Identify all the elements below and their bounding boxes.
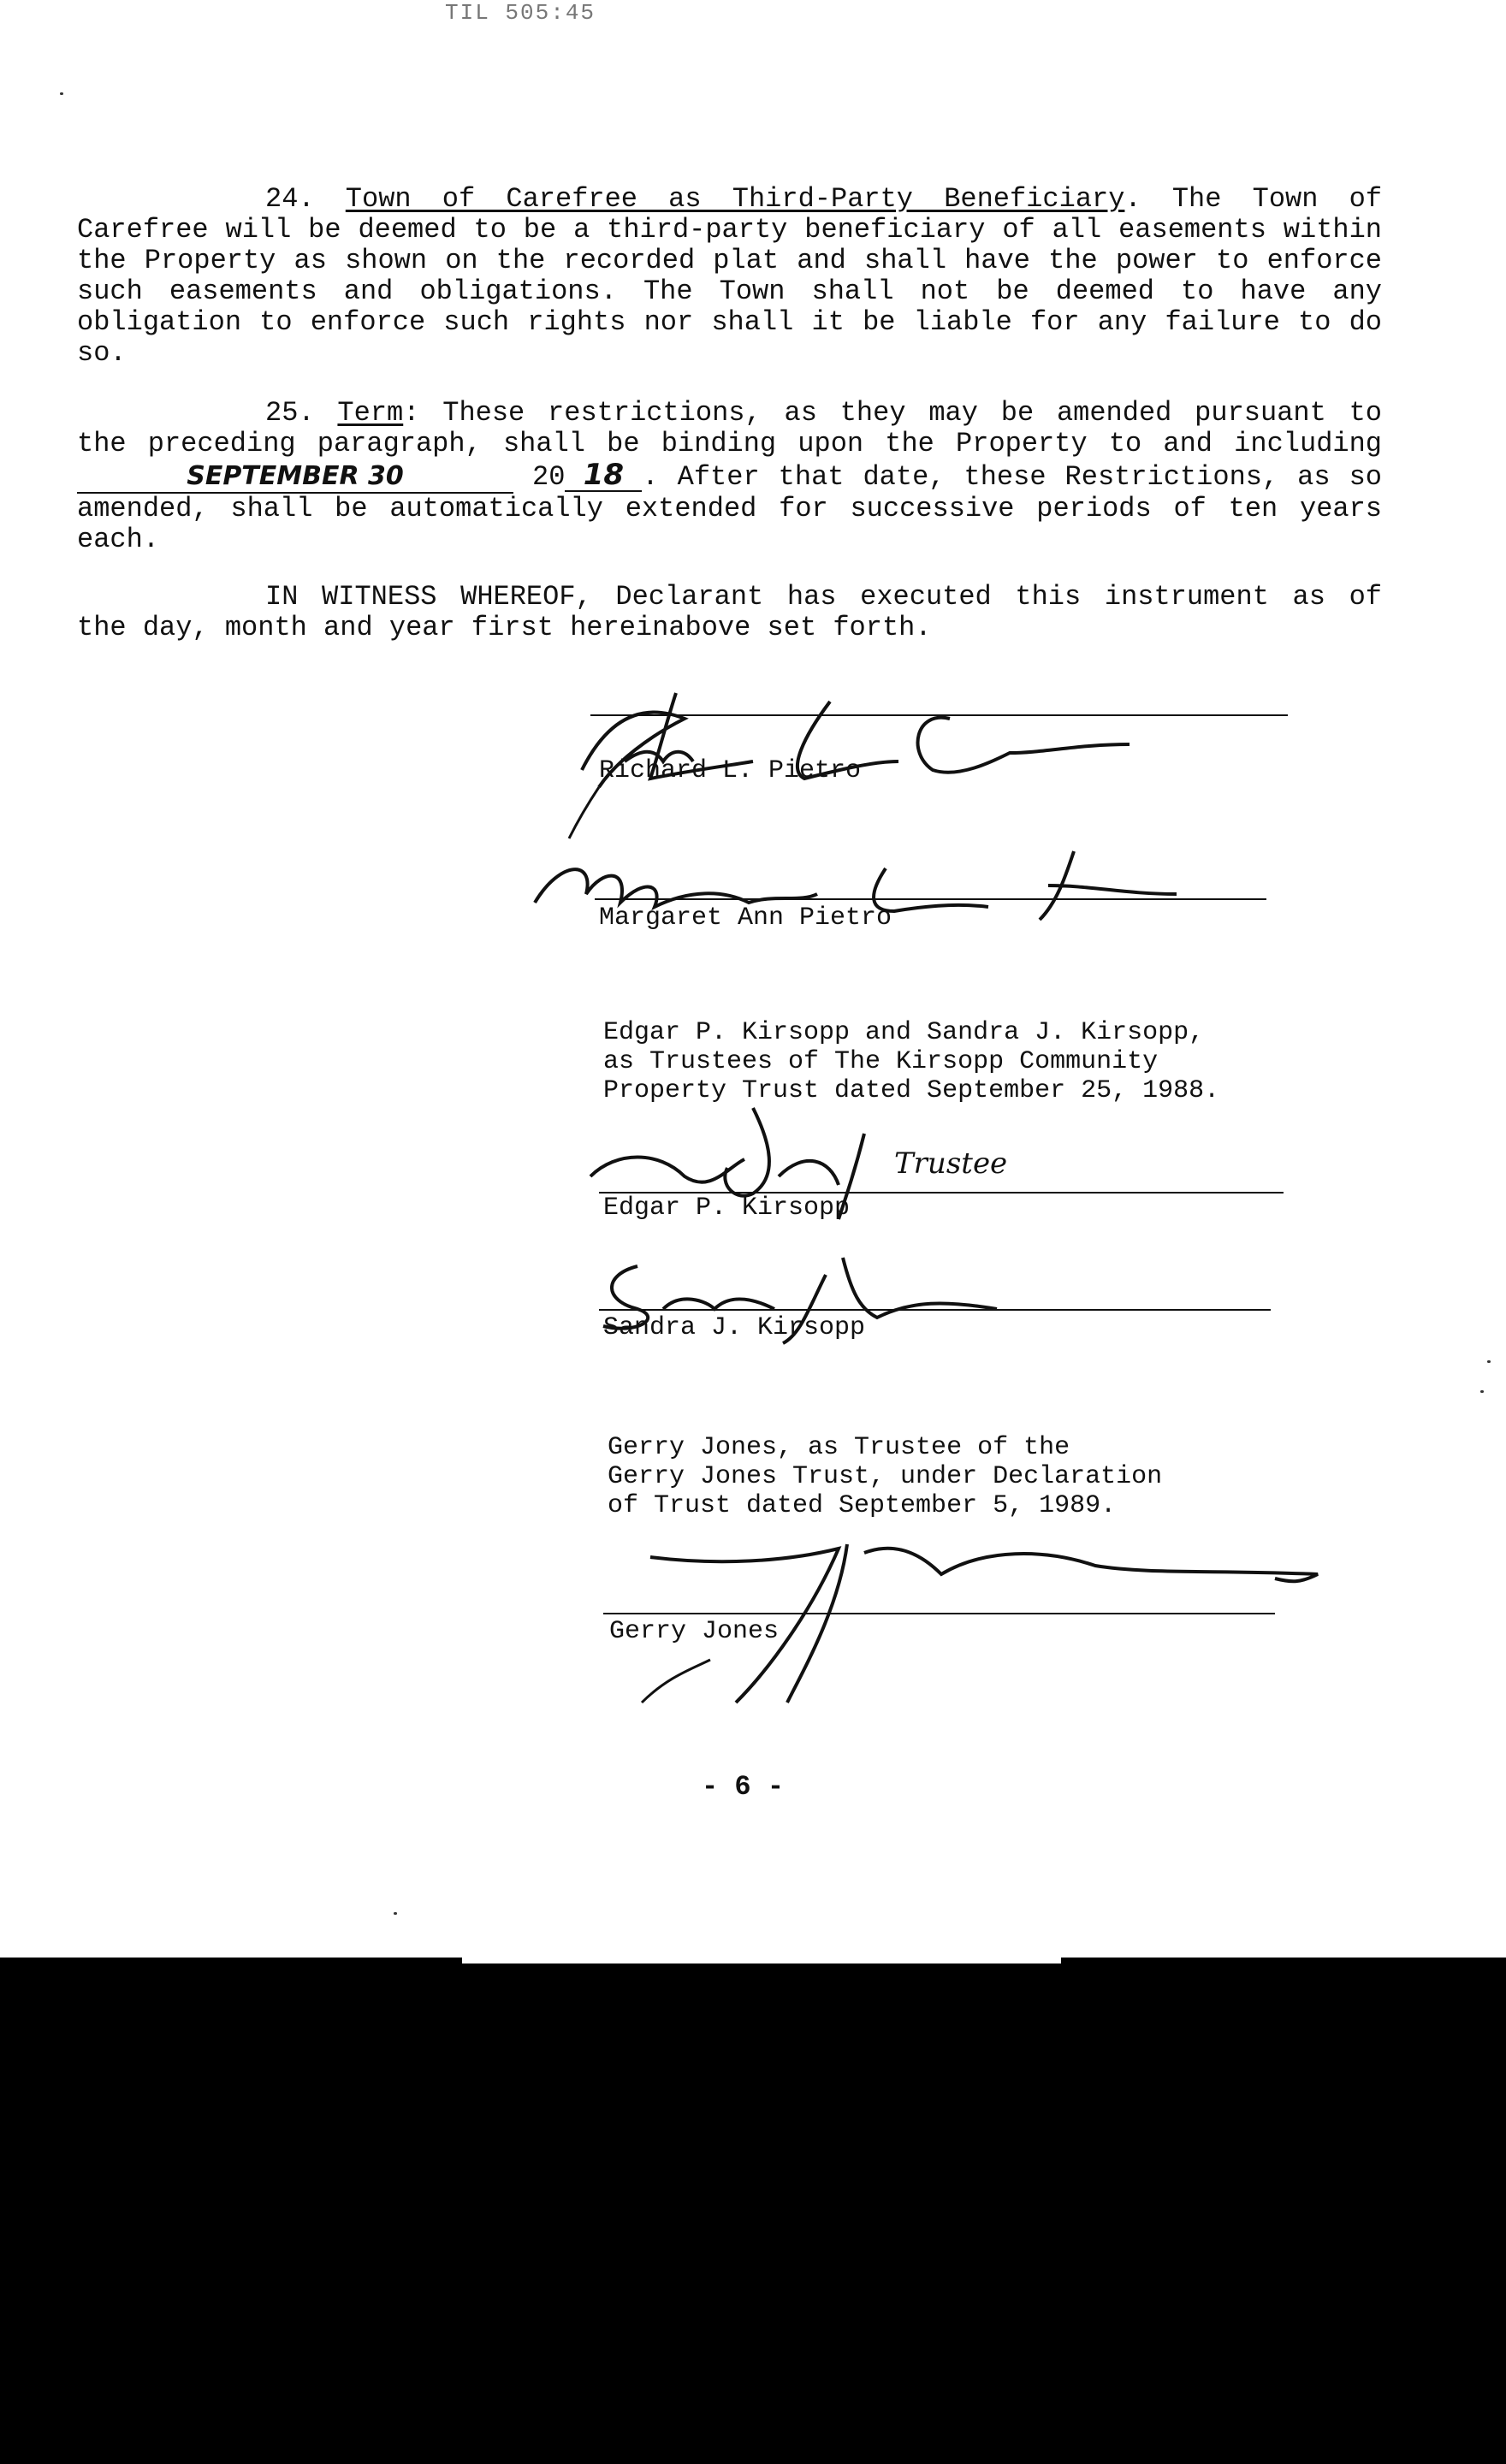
section-25-number: 25. <box>265 397 315 429</box>
gerry-signature-line <box>603 1613 1275 1614</box>
richard-signature-line <box>590 714 1288 716</box>
margaret-signature-line <box>595 898 1266 900</box>
margaret-name: Margaret Ann Pietro <box>599 903 892 933</box>
section-25-body-2: . After that date, these Restrictions, as so amended, shall be automatically extended for successive periods of ten years each. <box>77 461 1383 555</box>
richard-pietro-signature <box>548 667 1284 838</box>
jones-trust-line-1: Gerry Jones, as Trustee of the <box>608 1433 1070 1462</box>
term-date-field: SEPTEMBER 30 <box>77 461 513 494</box>
recording-stamp: TIL 505:45 <box>445 0 596 26</box>
kirsopp-trust-line-1: Edgar P. Kirsopp and Sandra J. Kirsopp, <box>603 1018 1205 1047</box>
sandra-name: Sandra J. Kirsopp <box>603 1313 866 1342</box>
kirsopp-trust-line-3: Property Trust dated September 25, 1988. <box>603 1076 1220 1105</box>
witness-text: IN WITNESS WHEREOF, Declarant has executed this instrument as of the day, month and year first hereinabove set forth. <box>77 581 1382 643</box>
gerry-name: Gerry Jones <box>609 1617 780 1646</box>
term-year-prefix: 20 <box>532 461 566 493</box>
page-number: - 6 - <box>702 1771 785 1803</box>
edgar-name: Edgar P. Kirsopp <box>603 1194 851 1223</box>
witness-paragraph <box>77 582 1382 643</box>
section-25-heading: Term <box>337 397 404 429</box>
scan-speck <box>1480 1390 1484 1393</box>
kirsopp-trust-line-2: as Trustees of The Kirsopp Community <box>603 1047 1159 1076</box>
section-24-heading: Town of Carefree as Third-Party Beneficiary <box>345 183 1125 215</box>
section-24-body: . The Town of Carefree will be deemed to be a third-party beneficiary of all easements within the Property as shown on the recorded plat and shall have the power to enforce such easements and obligations. The Town shall not be deemed to have any obligation to enforce such rights nor shall it be liable for any failure to do so. <box>77 183 1383 369</box>
jones-trust-line-3: of Trust dated September 5, 1989. <box>608 1491 1117 1520</box>
scan-speck <box>394 1912 397 1915</box>
sandra-signature-line <box>599 1309 1271 1311</box>
section-25-body-1: : These restrictions, as they may be amended pursuant to the preceding paragraph, shall be binding upon the Property to and including <box>77 397 1383 459</box>
jones-trust-description <box>608 1433 1162 1520</box>
kirsopp-trust-description <box>603 1018 1219 1105</box>
richard-name: Richard L. Pietro <box>599 756 862 785</box>
jones-trust-line-2: Gerry Jones Trust, under Declaration <box>608 1462 1163 1491</box>
scan-speck <box>1487 1360 1491 1363</box>
edgar-trustee-title: Trustee <box>894 1146 1008 1181</box>
scan-black-band <box>0 1964 1506 2464</box>
term-year-field: 18 <box>565 459 642 492</box>
section-24-paragraph <box>77 184 1382 369</box>
section-24-number: 24. <box>265 183 315 215</box>
scan-speck <box>60 92 63 95</box>
section-25-paragraph <box>77 398 1382 555</box>
